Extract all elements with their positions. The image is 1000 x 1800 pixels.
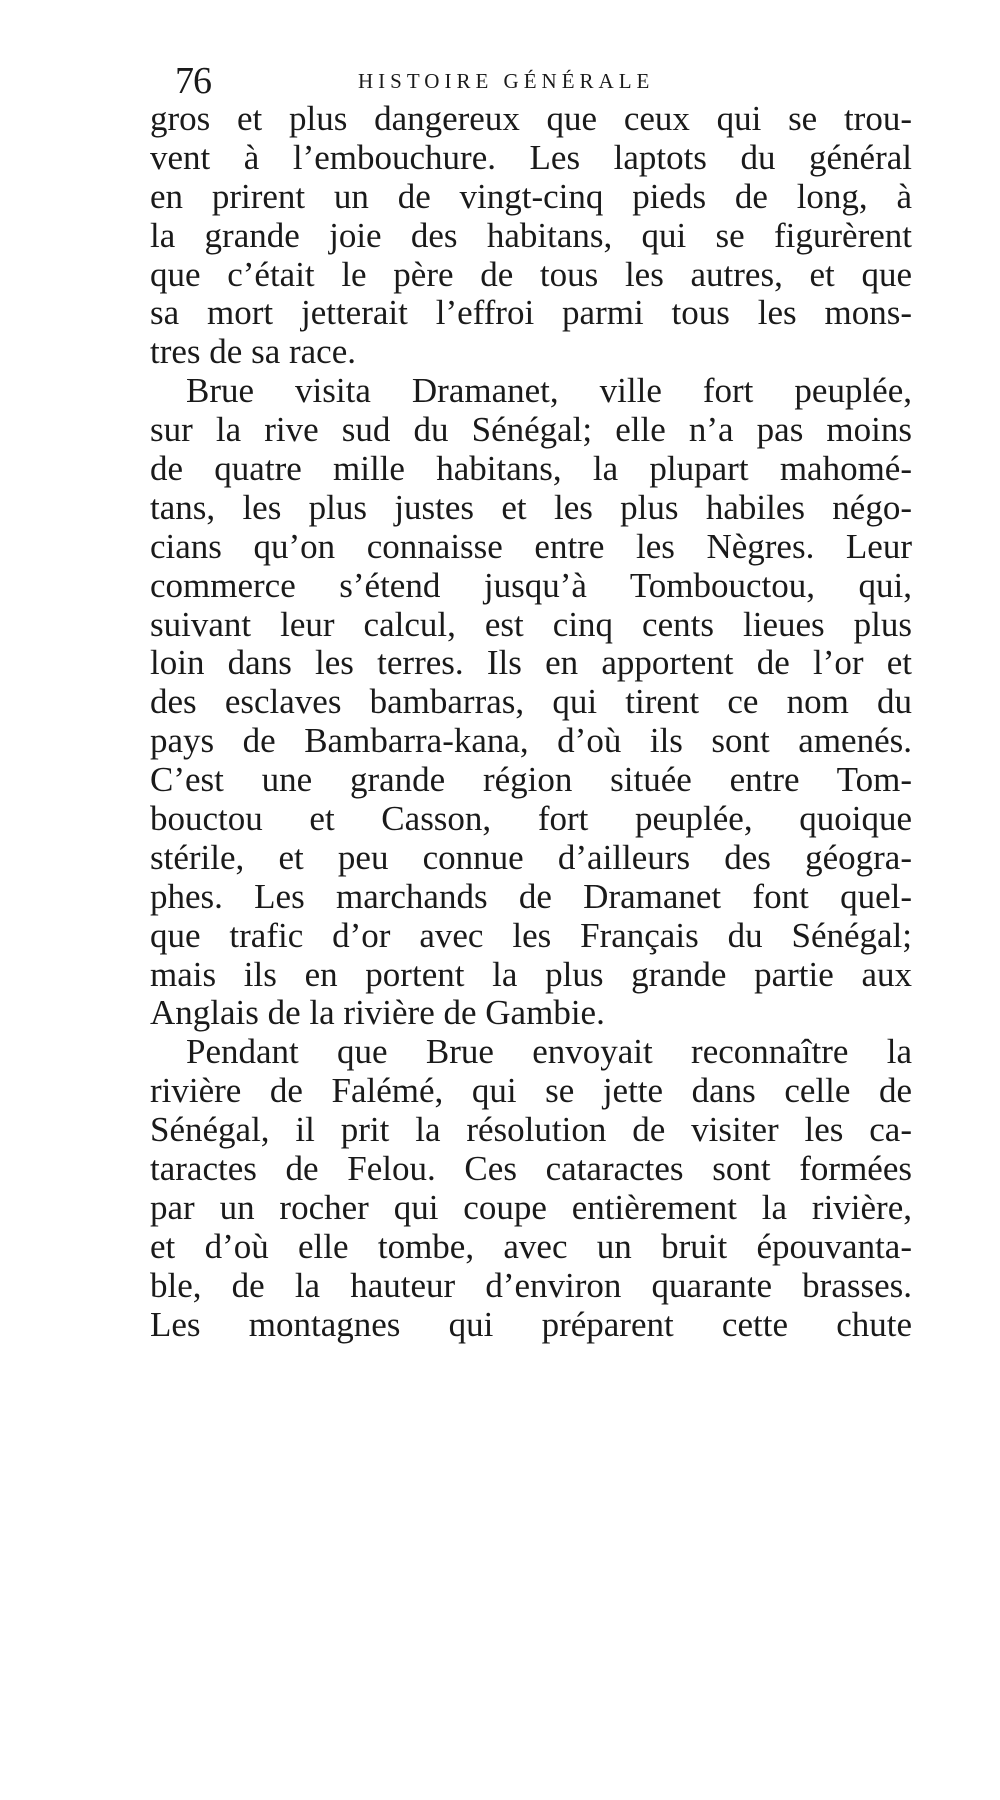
- text-line: taractes de Felou. Ces cataractes sont formées: [150, 1150, 912, 1189]
- text-line: suivant leur calcul, est cinq cents lieues plus: [150, 605, 912, 644]
- text-line: en prirent un de vingt-cinq pieds de long, à: [150, 177, 912, 216]
- text-line: Les montagnes qui préparent cette chute: [150, 1305, 912, 1344]
- text-line: Sénégal, il prit la résolution de visiter les ca-: [150, 1111, 912, 1150]
- text-line: de quatre mille habitans, la plupart mahomé-: [150, 450, 912, 489]
- text-line: mais ils en portent la plus grande partie aux: [150, 955, 912, 994]
- page-header: [170, 58, 912, 104]
- text-line: phes. Les marchands de Dramanet font quel-: [150, 877, 912, 916]
- text-line: des esclaves bambarras, qui tirent ce nom du: [150, 683, 912, 722]
- text-line: pays de Bambarra-kana, d’où ils sont amenés.: [150, 722, 912, 761]
- text-line: Pendant que Brue envoyait reconnaître la: [186, 1033, 912, 1072]
- text-line: rivière de Falémé, qui se jette dans celle de: [150, 1072, 912, 1111]
- text-line: la grande joie des habitans, qui se figurèrent: [150, 216, 912, 255]
- text-line: cians qu’on connaisse entre les Nègres. Leur: [150, 527, 912, 566]
- text-line: tans, les plus justes et les plus habiles négo-: [150, 488, 912, 527]
- text-line: et d’où elle tombe, avec un bruit épouvanta-: [150, 1227, 912, 1266]
- body-text: [150, 100, 912, 1345]
- text-line: bouctou et Casson, fort peuplée, quoique: [150, 800, 912, 839]
- text-line: loin dans les terres. Ils en apportent de l’or et: [150, 644, 912, 683]
- text-line: sur la rive sud du Sénégal; elle n’a pas moins: [150, 411, 912, 450]
- text-line: ble, de la hauteur d’environ quarante brasses.: [150, 1266, 912, 1305]
- paragraph: [150, 372, 912, 1033]
- text-line: Anglais de la rivière de Gambie.: [150, 994, 605, 1033]
- text-line: sa mort jetterait l’effroi parmi tous les mons-: [150, 294, 912, 333]
- running-head: HISTOIRE GÉNÉRALE: [358, 69, 655, 93]
- text-line: vent à l’embouchure. Les laptots du général: [150, 138, 912, 177]
- text-line: que trafic d’or avec les Français du Sénégal;: [150, 916, 912, 955]
- text-line: commerce s’étend jusqu’à Tombouctou, qui,: [150, 566, 912, 605]
- paragraph: [150, 100, 912, 372]
- text-line: gros et plus dangereux que ceux qui se trou-: [150, 100, 912, 138]
- text-line: C’est une grande région située entre Tom-: [150, 761, 912, 800]
- text-line: que c’était le père de tous les autres, et que: [150, 255, 912, 294]
- text-line: stérile, et peu connue d’ailleurs des géogra-: [150, 838, 912, 877]
- text-line: Brue visita Dramanet, ville fort peuplée,: [186, 372, 912, 411]
- text-line: par un rocher qui coupe entièrement la rivière,: [150, 1188, 912, 1227]
- page-number: 76: [175, 60, 211, 102]
- paragraph: [150, 1033, 912, 1344]
- text-line: tres de sa race.: [150, 333, 356, 372]
